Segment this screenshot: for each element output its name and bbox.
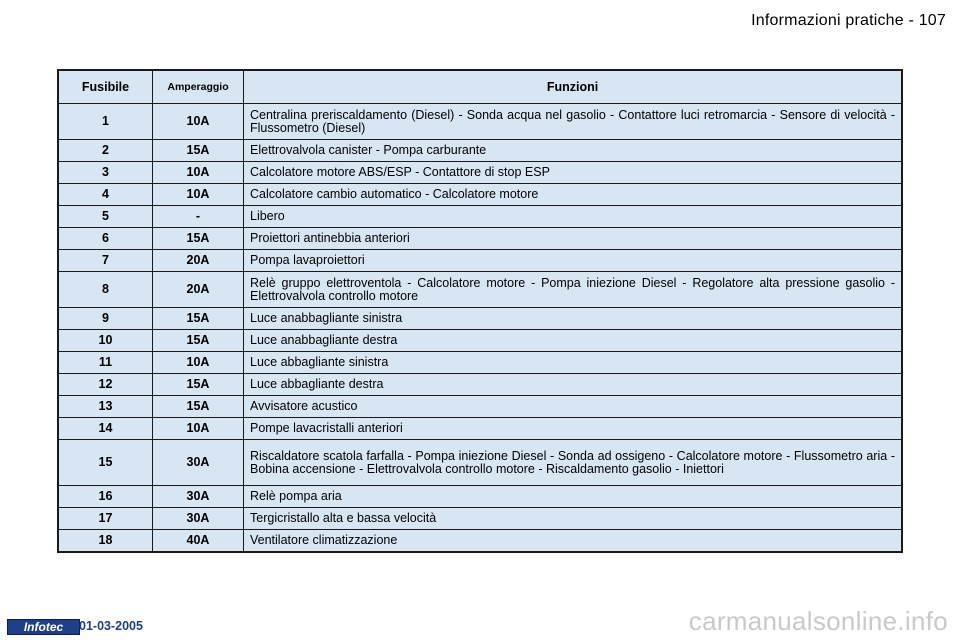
amperage-cell: 40A bbox=[153, 530, 244, 552]
function-cell: Proiettori antinebbia anteriori bbox=[244, 228, 903, 250]
table-row bbox=[58, 104, 902, 140]
amperage-cell: 10A bbox=[153, 184, 244, 206]
table-row bbox=[58, 272, 902, 308]
footer-date: 01-03-2005 bbox=[79, 619, 143, 633]
function-cell: Pompa lavaproiettori bbox=[244, 250, 903, 272]
infotec-logo: Infotec bbox=[7, 619, 80, 635]
fuse-number-cell: 17 bbox=[58, 508, 153, 530]
amperage-cell: 10A bbox=[153, 162, 244, 184]
table-row bbox=[58, 184, 902, 206]
fuse-number-cell: 15 bbox=[58, 440, 153, 486]
table-row bbox=[58, 486, 902, 508]
amperage-cell: - bbox=[153, 206, 244, 228]
fuse-number-cell: 11 bbox=[58, 352, 153, 374]
table-row bbox=[58, 530, 902, 552]
fuse-number-cell: 3 bbox=[58, 162, 153, 184]
fuse-number-cell: 2 bbox=[58, 140, 153, 162]
amperage-cell: 15A bbox=[153, 330, 244, 352]
amperage-cell: 10A bbox=[153, 418, 244, 440]
table-row bbox=[58, 140, 902, 162]
amperage-cell: 30A bbox=[153, 508, 244, 530]
table-row bbox=[58, 374, 902, 396]
table-header-row bbox=[58, 70, 902, 104]
fuse-number-cell: 4 bbox=[58, 184, 153, 206]
table-row bbox=[58, 330, 902, 352]
amperage-cell: 15A bbox=[153, 396, 244, 418]
fuse-number-cell: 13 bbox=[58, 396, 153, 418]
table-row bbox=[58, 308, 902, 330]
fuse-table-body bbox=[58, 104, 902, 552]
fuse-number-cell: 5 bbox=[58, 206, 153, 228]
function-cell: Tergicristallo alta e bassa velocità bbox=[244, 508, 903, 530]
column-header-fuse: Fusibile bbox=[58, 70, 153, 104]
function-cell: Luce abbagliante sinistra bbox=[244, 352, 903, 374]
fuse-number-cell: 18 bbox=[58, 530, 153, 552]
fuse-number-cell: 8 bbox=[58, 272, 153, 308]
table-row bbox=[58, 396, 902, 418]
table-row bbox=[58, 352, 902, 374]
function-cell: Luce anabbagliante destra bbox=[244, 330, 903, 352]
fuse-number-cell: 10 bbox=[58, 330, 153, 352]
amperage-cell: 30A bbox=[153, 486, 244, 508]
fuse-number-cell: 14 bbox=[58, 418, 153, 440]
fuse-number-cell: 12 bbox=[58, 374, 153, 396]
function-cell: Pompe lavacristalli anteriori bbox=[244, 418, 903, 440]
table-row bbox=[58, 206, 902, 228]
table-row bbox=[58, 508, 902, 530]
fuse-number-cell: 6 bbox=[58, 228, 153, 250]
function-cell: Relè pompa aria bbox=[244, 486, 903, 508]
fuse-number-cell: 9 bbox=[58, 308, 153, 330]
function-cell: Elettrovalvola canister - Pompa carburante bbox=[244, 140, 903, 162]
column-header-functions: Funzioni bbox=[244, 70, 903, 104]
amperage-cell: 30A bbox=[153, 440, 244, 486]
function-cell: Ventilatore climatizzazione bbox=[244, 530, 903, 552]
page-header: Informazioni pratiche - 107 bbox=[751, 12, 946, 29]
amperage-cell: 20A bbox=[153, 272, 244, 308]
function-cell: Libero bbox=[244, 206, 903, 228]
function-cell: Riscaldatore scatola farfalla - Pompa iniezione Diesel - Sonda ad ossigeno - Calcolatore motore - Flussometro aria - Bobina accensione - Elettrovalvola controllo motore - Riscaldamento gasolio - Iniettori bbox=[244, 440, 903, 486]
amperage-cell: 15A bbox=[153, 374, 244, 396]
fuse-number-cell: 16 bbox=[58, 486, 153, 508]
table-row bbox=[58, 418, 902, 440]
column-header-amperage: Amperaggio bbox=[153, 70, 244, 104]
amperage-cell: 15A bbox=[153, 140, 244, 162]
function-cell: Relè gruppo elettroventola - Calcolatore motore - Pompa iniezione Diesel - Regolatore alta pressione gasolio - Elettrovalvola controllo motore bbox=[244, 272, 903, 308]
fuse-table bbox=[57, 69, 903, 553]
function-cell: Centralina preriscaldamento (Diesel) - Sonda acqua nel gasolio - Contattore luci retromarcia - Sensore di velocità - Flussometro (Diesel) bbox=[244, 104, 903, 140]
function-cell: Calcolatore motore ABS/ESP - Contattore di stop ESP bbox=[244, 162, 903, 184]
table-row bbox=[58, 228, 902, 250]
table-row bbox=[58, 440, 902, 486]
amperage-cell: 15A bbox=[153, 228, 244, 250]
table-row bbox=[58, 250, 902, 272]
amperage-cell: 10A bbox=[153, 104, 244, 140]
amperage-cell: 15A bbox=[153, 308, 244, 330]
function-cell: Luce abbagliante destra bbox=[244, 374, 903, 396]
function-cell: Calcolatore cambio automatico - Calcolatore motore bbox=[244, 184, 903, 206]
watermark: carmanualsonline.info bbox=[688, 606, 948, 636]
function-cell: Avvisatore acustico bbox=[244, 396, 903, 418]
fuse-number-cell: 1 bbox=[58, 104, 153, 140]
table-row bbox=[58, 162, 902, 184]
amperage-cell: 20A bbox=[153, 250, 244, 272]
function-cell: Luce anabbagliante sinistra bbox=[244, 308, 903, 330]
fuse-number-cell: 7 bbox=[58, 250, 153, 272]
amperage-cell: 10A bbox=[153, 352, 244, 374]
